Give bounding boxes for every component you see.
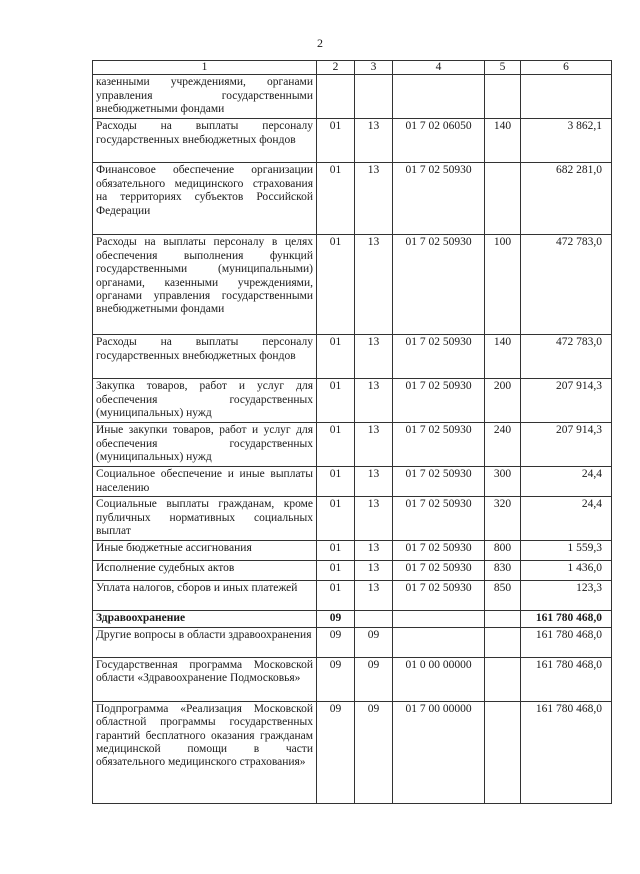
expense-type-code: 140 xyxy=(485,335,521,379)
column-header: 1 xyxy=(93,61,317,75)
column-header: 3 xyxy=(355,61,393,75)
target-article-code: 01 7 02 50930 xyxy=(393,163,485,235)
section-code: 01 xyxy=(317,235,355,335)
table-row xyxy=(93,75,612,119)
table-row xyxy=(93,627,612,657)
subsection-code: 09 xyxy=(355,627,393,657)
amount: 3 862,1 xyxy=(521,119,612,163)
target-article-code: 01 7 02 06050 xyxy=(393,119,485,163)
target-article-code: 01 7 00 00000 xyxy=(393,701,485,803)
expense-type-code xyxy=(485,163,521,235)
subsection-code xyxy=(355,75,393,119)
section-code: 01 xyxy=(317,163,355,235)
amount: 472 783,0 xyxy=(521,235,612,335)
row-description: казенными учреждениями, органами управления государственными внебюджетными фондами xyxy=(93,75,317,119)
section-code: 01 xyxy=(317,561,355,581)
amount: 161 780 468,0 xyxy=(521,627,612,657)
table-row xyxy=(93,561,612,581)
section-code: 01 xyxy=(317,581,355,611)
section-code: 01 xyxy=(317,423,355,467)
row-description: Социальные выплаты гражданам, кроме публичных нормативных социальных выплат xyxy=(93,497,317,541)
amount: 1 559,3 xyxy=(521,541,612,561)
table-row xyxy=(93,335,612,379)
expense-type-code: 320 xyxy=(485,497,521,541)
expense-type-code xyxy=(485,627,521,657)
row-description: Расходы на выплаты персоналу государственных внебюджетных фондов xyxy=(93,119,317,163)
amount: 161 780 468,0 xyxy=(521,611,612,627)
amount: 161 780 468,0 xyxy=(521,701,612,803)
subsection-code: 13 xyxy=(355,497,393,541)
expense-type-code: 850 xyxy=(485,581,521,611)
row-description: Закупка товаров, работ и услуг для обеспечения государственных (муниципальных) нужд xyxy=(93,379,317,423)
table-row xyxy=(93,611,612,627)
section-code: 01 xyxy=(317,119,355,163)
table-row xyxy=(93,379,612,423)
column-header: 2 xyxy=(317,61,355,75)
subsection-code xyxy=(355,611,393,627)
amount: 123,3 xyxy=(521,581,612,611)
table-row xyxy=(93,541,612,561)
section-code: 09 xyxy=(317,701,355,803)
target-article-code: 01 7 02 50930 xyxy=(393,497,485,541)
row-description: Иные бюджетные ассигнования xyxy=(93,541,317,561)
amount: 472 783,0 xyxy=(521,335,612,379)
row-description: Финансовое обеспечение организации обязательного медицинского страхования на территориях субъектов Российской Федерации xyxy=(93,163,317,235)
amount: 682 281,0 xyxy=(521,163,612,235)
table-row xyxy=(93,235,612,335)
table-row xyxy=(93,423,612,467)
page-number: 2 xyxy=(317,36,323,50)
amount: 161 780 468,0 xyxy=(521,657,612,701)
section-code: 09 xyxy=(317,657,355,701)
amount: 207 914,3 xyxy=(521,423,612,467)
subsection-code: 13 xyxy=(355,235,393,335)
column-header: 4 xyxy=(393,61,485,75)
row-description: Другие вопросы в области здравоохранения xyxy=(93,627,317,657)
subsection-code: 13 xyxy=(355,379,393,423)
subsection-code: 13 xyxy=(355,467,393,497)
target-article-code: 01 7 02 50930 xyxy=(393,235,485,335)
amount: 24,4 xyxy=(521,467,612,497)
section-code: 09 xyxy=(317,627,355,657)
row-description: Подпрограмма «Реализация Московской областной программы государственных гарантий бесплатного оказания гражданам медицинской помощи в части обязательного медицинского страхования» xyxy=(93,701,317,803)
amount xyxy=(521,75,612,119)
table-row xyxy=(93,119,612,163)
section-code: 09 xyxy=(317,611,355,627)
expense-type-code xyxy=(485,657,521,701)
section-code: 01 xyxy=(317,379,355,423)
row-description: Уплата налогов, сборов и иных платежей xyxy=(93,581,317,611)
target-article-code: 01 7 02 50930 xyxy=(393,541,485,561)
subsection-code: 09 xyxy=(355,701,393,803)
expense-type-code: 140 xyxy=(485,119,521,163)
expense-type-code: 240 xyxy=(485,423,521,467)
row-description: Здравоохранение xyxy=(93,611,317,627)
column-header: 6 xyxy=(521,61,612,75)
table-row xyxy=(93,581,612,611)
target-article-code: 01 7 02 50930 xyxy=(393,423,485,467)
row-description: Иные закупки товаров, работ и услуг для обеспечения государственных (муниципальных) нужд xyxy=(93,423,317,467)
table-row xyxy=(93,163,612,235)
target-article-code: 01 7 02 50930 xyxy=(393,335,485,379)
section-code: 01 xyxy=(317,541,355,561)
table-header-row xyxy=(93,61,612,75)
target-article-code xyxy=(393,627,485,657)
target-article-code: 01 7 02 50930 xyxy=(393,581,485,611)
section-code xyxy=(317,75,355,119)
row-description: Государственная программа Московской области «Здравоохранение Подмосковья» xyxy=(93,657,317,701)
row-description: Расходы на выплаты персоналу в целях обеспечения выполнения функций государственными (муниципальными) органами, казенными учреждениями, органами управления государственными внебюджетными фондами xyxy=(93,235,317,335)
subsection-code: 09 xyxy=(355,657,393,701)
amount: 24,4 xyxy=(521,497,612,541)
table-row xyxy=(93,467,612,497)
expense-type-code: 800 xyxy=(485,541,521,561)
row-description: Расходы на выплаты персоналу государственных внебюджетных фондов xyxy=(93,335,317,379)
table-row xyxy=(93,701,612,803)
target-article-code xyxy=(393,611,485,627)
amount: 207 914,3 xyxy=(521,379,612,423)
target-article-code: 01 7 02 50930 xyxy=(393,561,485,581)
subsection-code: 13 xyxy=(355,423,393,467)
target-article-code: 01 7 02 50930 xyxy=(393,379,485,423)
subsection-code: 13 xyxy=(355,561,393,581)
subsection-code: 13 xyxy=(355,335,393,379)
amount: 1 436,0 xyxy=(521,561,612,581)
table-row xyxy=(93,657,612,701)
expense-type-code: 100 xyxy=(485,235,521,335)
subsection-code: 13 xyxy=(355,581,393,611)
subsection-code: 13 xyxy=(355,119,393,163)
target-article-code xyxy=(393,75,485,119)
section-code: 01 xyxy=(317,497,355,541)
expense-type-code: 830 xyxy=(485,561,521,581)
row-description: Социальное обеспечение и иные выплаты населению xyxy=(93,467,317,497)
expense-type-code: 200 xyxy=(485,379,521,423)
subsection-code: 13 xyxy=(355,163,393,235)
expense-type-code xyxy=(485,701,521,803)
column-header: 5 xyxy=(485,61,521,75)
row-description: Исполнение судебных актов xyxy=(93,561,317,581)
target-article-code: 01 7 02 50930 xyxy=(393,467,485,497)
expense-type-code: 300 xyxy=(485,467,521,497)
target-article-code: 01 0 00 00000 xyxy=(393,657,485,701)
table-row xyxy=(93,497,612,541)
budget-table xyxy=(92,60,612,804)
expense-type-code xyxy=(485,611,521,627)
section-code: 01 xyxy=(317,467,355,497)
expense-type-code xyxy=(485,75,521,119)
subsection-code: 13 xyxy=(355,541,393,561)
section-code: 01 xyxy=(317,335,355,379)
